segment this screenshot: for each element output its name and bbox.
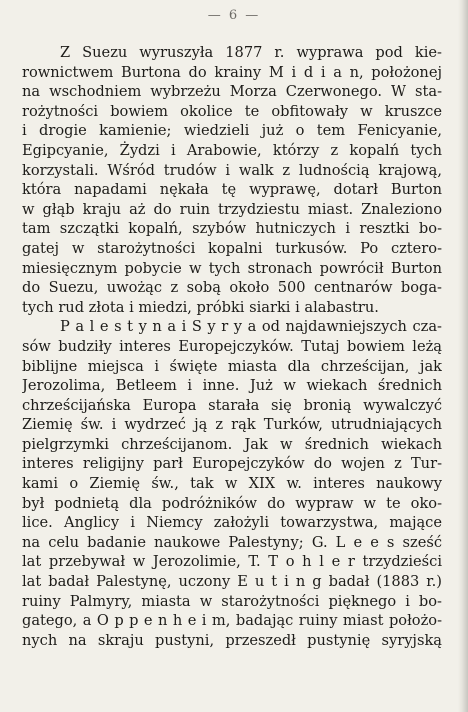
text-line: był podnietą dla podróżników do wypraw w te oko-: [22, 494, 442, 512]
text-line: korzystali. Wśród trudów i walk z ludnością krajową,: [22, 161, 442, 179]
text-line: nych na skraju pustyni, przeszedł pustynię syryjską: [22, 631, 442, 649]
text-line: pielgrzymki chrześcijanom. Jak w średnich wiekach: [22, 435, 442, 453]
page-number: — 6 —: [207, 8, 261, 23]
text-line: tam szczątki kopalń, szybów hutniczych i resztki bo-: [22, 220, 442, 238]
text-line: do Suezu, uwożąc z sobą około 500 centnarów boga-: [22, 279, 442, 297]
text-line: na wschodniem wybrzeżu Morza Czerwonego. W sta-: [22, 83, 442, 101]
text-line: rownictwem Burtona do krainy M i d i a n, położonej: [22, 63, 442, 81]
text-line: Jerozolima, Betleem i inne. Już w wiekach średnich: [22, 377, 442, 395]
text-line: kami o Ziemię św., tak w XIX w. interes naukowy: [22, 475, 442, 493]
text-line: chrześcijańska Europa starała się bronią wywalczyć: [22, 396, 442, 414]
body-text: [22, 43, 442, 650]
text-line: rożytności bowiem okolice te obfitowały w kruszce: [22, 102, 442, 120]
text-line: Egipcyanie, Żydzi i Arabowie, którzy z kopalń tych: [22, 141, 442, 159]
text-line: Z Suezu wyruszyła 1877 r. wyprawa pod kie-: [60, 44, 442, 61]
text-line: w głąb kraju aż do ruin trzydziestu miast. Znaleziono: [22, 200, 442, 218]
text-line: tych rud złota i miedzi, próbki siarki i alabastru.: [22, 298, 379, 316]
text-line: Ziemię św. i wydrzeć ją z rąk Turków, utrudniających: [22, 416, 442, 434]
text-line: ruiny Palmyry, miasta w starożytności pięknego i bo-: [22, 592, 442, 610]
text-line: gatego, a O p p e n h e i m, badając ruiny miast położo-: [22, 612, 442, 630]
text-line: lat badał Palestynę, uczony E u t i n g badał (1883 r.): [22, 573, 442, 591]
text-line: P a l e s t y n a i S y r y a od najdawniejszych cza-: [60, 318, 442, 336]
text-line: i drogie kamienie; wiedzieli już o tem Fenicyanie,: [22, 122, 442, 140]
text-line: interes religijny parł Europejczyków do wojen z Tur-: [22, 455, 442, 473]
text-line: lice. Anglicy i Niemcy założyli towarzystwa, mające: [22, 514, 442, 532]
text-line: biblijne miejsca i święte miasta dla chrześcijan, jak: [22, 357, 442, 375]
text-line: lat przebywał w Jerozolimie, T. T o h l e r trzydzieści: [22, 553, 442, 571]
text-line: na celu badanie naukowe Palestyny; G. L e e s sześć: [22, 533, 442, 551]
text-line: sów budziły interes Europejczyków. Tutaj bowiem leżą: [22, 337, 442, 355]
text-line: miesięcznym pobycie w tych stronach powrócił Burton: [22, 259, 442, 277]
text-line: gatej w starożytności kopalni turkusów. Po cztero-: [22, 239, 442, 257]
text-line: która napadami nękała tę wyprawę, dotarł Burton: [22, 181, 442, 199]
